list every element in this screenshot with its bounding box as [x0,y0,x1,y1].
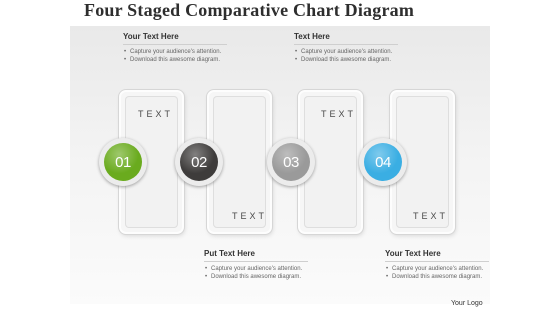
text-block-1-heading: Your Text Here [123,32,179,41]
divider [294,44,398,45]
text-block-2 [294,32,398,64]
bullet-item: • Download this awesome diagram. [294,56,398,64]
bullet-item: • Capture your audience's attention. [204,265,308,273]
stage-2-number: 02 [180,143,218,181]
text-block-4 [385,249,489,281]
text-block-1 [123,32,227,64]
stage-1-number: 01 [104,143,142,181]
stage-4-circle [359,138,407,186]
bullet-item: • Capture your audience's attention. [123,48,227,56]
stage-1-circle [99,138,147,186]
text-block-3-heading: Put Text Here [204,249,255,258]
bullet-item: • Capture your audience's attention. [294,48,398,56]
page-title: Four Staged Comparative Chart Diagram [84,0,415,20]
text-block-2-heading: Text Here [294,32,330,41]
bullet-item: • Download this awesome diagram. [385,273,489,281]
logo-text: Your Logo [451,300,483,307]
bullet-item: • Download this awesome diagram. [204,273,308,281]
stage-3-number: 03 [272,143,310,181]
divider [385,261,489,262]
bullet-item: • Capture your audience's attention. [385,265,489,273]
stage-1-text: TEXT [138,109,174,119]
stage-2-text: TEXT [232,211,268,221]
divider [204,261,308,262]
stage-3-circle [267,138,315,186]
text-block-3 [204,249,308,281]
stage-3-text: TEXT [321,109,357,119]
text-block-4-heading: Your Text Here [385,249,441,258]
divider [123,44,227,45]
bullet-item: • Download this awesome diagram. [123,56,227,64]
stage-2-circle [175,138,223,186]
stage-4-text: TEXT [413,211,449,221]
stage-4-number: 04 [364,143,402,181]
